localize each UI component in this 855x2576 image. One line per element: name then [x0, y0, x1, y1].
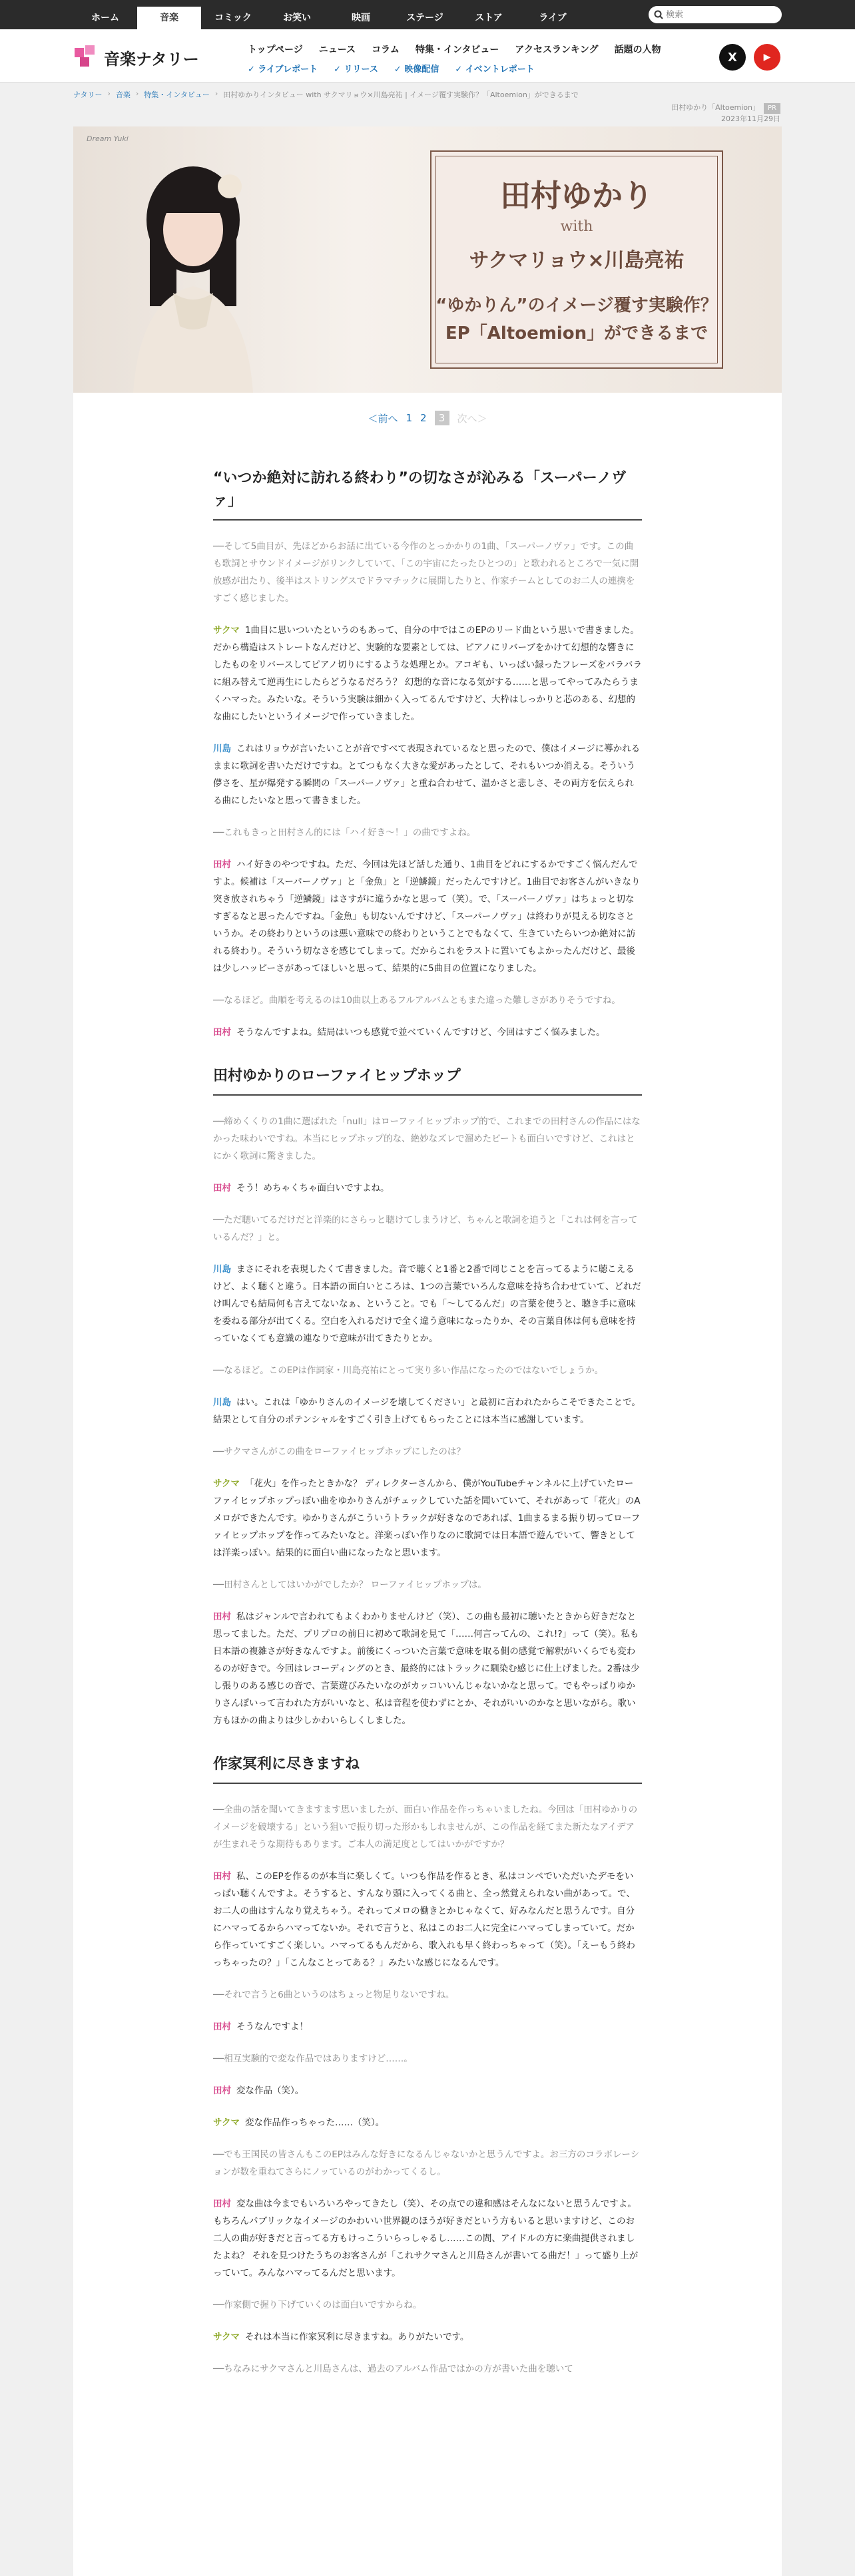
- speaker-name: 川島: [213, 1264, 231, 1275]
- paragraph-text: 1曲目に思いついたというのもあって、自分の中ではこのEPのリード曲という思いで書きました。だから構造はストレートなんだけど、実験的な要素としては、ピアノにリバーブをかけて幻想的な響きにしたものをリバースしてピアノ切りにするような処理とか。アコギも、いっぱい録ったフレーズをバラバラに組み替えて逆再生にしたらどうなるだろう？ 幻想的な音になる気がする……と思ってやってみたらうまくハマった。みたいな。そういう実験は細かく入ってるんですけど、大枠はしっかりと芯のある、幻想的な曲にしたいというイメージで作っていきました。: [213, 625, 642, 722]
- nav-release[interactable]: ✓ リリース: [334, 62, 378, 75]
- interviewee-answer: [213, 2114, 642, 2131]
- paragraph-text: ハイ好きのやつですね。ただ、今回は先ほど話した通り、1曲目をどれにするかですごく悩んだんですよ。候補は「スーパーノヴァ」と「金魚」と「逆鱗鏡」だったんですけど。1曲目でお客さんがいきなり突き放されちゃう「逆鱗鏡」はさすがに違うかなと思って（笑）。で、「スーパーノヴァ」はちょっと切なすぎるなと思ったんですね。「金魚」も切ないんですけど、「スーパーノヴァ」は終わりが見える切なさというか。その終わりというのは悪い意味での終わりということでもなくて、生きていたらいつか絶対に訪れる終わり。そういう切なさを感じてしまって。だからこれをラストに置いてもよかったんだけど、最後は少しハッピーさがあってほしいと思って、結果的に5曲目の位置になりました。: [213, 859, 641, 974]
- paragraph-text: そうなんですよ！: [236, 2022, 308, 2032]
- pager-prev[interactable]: ＜前へ: [368, 412, 398, 425]
- hero-title-catch: “ゆかりん”のイメージ覆す実験作？: [435, 296, 718, 316]
- speaker-name: 田村: [213, 2022, 231, 2032]
- tab-store[interactable]: ストア: [475, 13, 503, 23]
- paragraph-text: ──田村さんとしてはいかがでしたか？ ローファイヒップホップは。: [213, 1580, 487, 1590]
- speaker-name: 川島: [213, 1397, 231, 1408]
- paragraph-text: ──これもきっと田村さん的には「ハイ好き～！」の曲ですよね。: [213, 827, 476, 838]
- paragraph-text: ──ただ聴いてるだけだと洋楽的にさらっと聴けてしまうけど、ちゃんと歌詞を追うと「これは何を言っているんだ？」と。: [213, 1215, 638, 1243]
- site-header: [0, 29, 855, 83]
- speaker-name: 田村: [213, 2199, 231, 2209]
- paragraph-text: まさにそれを表現したくて書きました。音で聴くと1番と2番で同じことを言ってるように聴こえるけど、よく聴くと違う。日本語の面白いところは、1つの言葉でいろんな意味を持ち合わせていて、どれだけ叫んでも結局何も言えてないなぁ、ということ。でも「～してるんだ」の言葉を使うと、聴き手に意味を委ねる部分が出てくる。空白を入れるだけで全く違う意味になったりか、その言葉自体は何も意味を持っていなくても意識の連なりで意味が出てきたりとか。: [213, 1264, 641, 1344]
- paragraph-text: ──締めくくりの1曲に選ばれた「null」はローファイヒップホップ的で、これまでの田村さんの作品にはなかった味わいですね。本当にヒップホップ的な、絶妙なズレで溜めたビートも面白いですけど、これはとにかく歌詞に驚きました。: [213, 1116, 641, 1162]
- breadcrumb-sep: ›: [214, 89, 218, 98]
- pager-next: 次へ＞: [457, 412, 487, 425]
- hero-title-guests: サクマリョウ×川島亮祐: [469, 249, 685, 272]
- interviewee-answer: [213, 622, 642, 726]
- pager-page-2[interactable]: 2: [420, 412, 427, 424]
- interviewee-answer: [213, 1394, 642, 1428]
- top-nav: [0, 0, 855, 29]
- article: [73, 126, 782, 2576]
- sns-links: [719, 44, 780, 71]
- interviewee-answer: [213, 1024, 642, 1041]
- pager-page-3: 3: [435, 411, 449, 425]
- section-heading: 田村ゆかりのローファイヒップホップ: [213, 1065, 642, 1096]
- interviewer-question: [213, 1443, 642, 1460]
- nav-news[interactable]: ニュース: [318, 45, 356, 55]
- paragraph-text: 私、このEPを作るのが本当に楽しくて。いつも作品を作るとき、私はコンペでいただいたデモをいっぱい聴くんですよ。そうすると、すんなり頭に入ってくる曲と、全っ然覚えられない曲があって。で、お二人の曲はすんなり覚えちゃう。それってメロの働きとかじゃなくて、好みなんだと思うんです。自分にハマってるからハマってないか。それで言うと、私はこのお二人に完全にハマってしまっていて。だから作っていてすごく楽しい。ハマってるもんだから、歌入れも早く終わっちゃって（笑）。「えーもう終わっちゃったの？」「こんなことってある？」みたいな感じになるんです。: [213, 1871, 635, 1968]
- logo-text: 音楽ナタリー: [104, 49, 199, 69]
- breadcrumb: [73, 89, 579, 100]
- interviewer-question: [213, 2050, 642, 2067]
- section-heading: “いつか絶対に訪れる終わり”の切なさが沁みる「スーパーノヴァ」: [213, 467, 642, 521]
- paragraph-text: 変な曲は今までもいろいろやってきたし（笑）、その点での違和感はそんなにないと思うんですよ。もちろんパブリックなイメージのかわいい世界観のほうが好きだという方もいると思いますけど、このお二人の曲が好きだと言ってる方もけっこういらっしゃるし……この間、アイドルの方に楽曲提供されましたよね？ それを見つけたうちのお客さんが「これサクマさんと川島さんが書いてる曲だ！」って盛り上がっていて。みんなハマってるんだと思います。: [213, 2199, 639, 2278]
- speaker-name: 田村: [213, 2085, 231, 2096]
- site-logo[interactable]: [73, 44, 199, 71]
- nav-video[interactable]: ✓ 映像配信: [394, 62, 439, 75]
- interviewer-question: [213, 1986, 642, 2004]
- interviewer-question: [213, 824, 642, 841]
- paragraph-text: 変な作品（笑）。: [236, 2085, 304, 2096]
- hero-title-with: with: [560, 218, 593, 235]
- nav-column[interactable]: コラム: [372, 45, 400, 55]
- paragraph-text: 変な作品作っちゃった……（笑）。: [244, 2117, 385, 2128]
- pagination: [73, 393, 782, 443]
- breadcrumb-current: 田村ゆかりインタビュー with サクマリョウ×川島亮祐 | イメージ覆す実験作？「Altoemion」ができるまで: [223, 91, 579, 99]
- pr-badge: PR: [764, 103, 780, 114]
- article-body: [73, 467, 782, 2378]
- x-icon[interactable]: X: [719, 44, 746, 71]
- nav-top[interactable]: トップページ: [248, 45, 303, 55]
- paragraph-text: ──でも王国民の皆さんもこのEPはみんな好きになるんじゃないかと思うんですよ。お三方のコラボレーションが数を重ねてさらにノッているのがわかってくるし。: [213, 2149, 640, 2177]
- meta-artist: 田村ゆかり「Altoemion」: [671, 103, 760, 112]
- interviewer-question: [213, 2146, 642, 2181]
- article-meta: [671, 103, 780, 124]
- tab-stage[interactable]: ステージ: [406, 13, 443, 23]
- nav-ranking[interactable]: アクセスランキング: [515, 45, 599, 55]
- interviewee-answer: [213, 1475, 642, 1562]
- speaker-name: サクマ: [213, 1478, 240, 1489]
- interviewer-question: [213, 538, 642, 607]
- interviewee-answer: [213, 856, 642, 977]
- nav-people[interactable]: 話題の人物: [614, 45, 661, 55]
- paragraph-text: ──サクマさんがこの曲をローファイヒップホップにしたのは？: [213, 1446, 465, 1457]
- tab-comic[interactable]: コミック: [214, 13, 252, 23]
- speaker-name: 川島: [213, 744, 231, 754]
- paragraph-text: それは本当に作家冥利に尽きますね。ありがたいです。: [244, 2332, 469, 2342]
- paragraph-text: ──相互実験的で変な作品ではありますけど……。: [213, 2053, 413, 2064]
- nav-live-report[interactable]: ✓ ライブレポート: [248, 62, 318, 75]
- interviewer-question: [213, 1576, 642, 1594]
- interviewer-question: [213, 1362, 642, 1379]
- nav-event-report[interactable]: ✓ イベントレポート: [455, 62, 534, 75]
- artist-photo: [93, 140, 293, 393]
- tab-home[interactable]: ホーム: [91, 13, 119, 23]
- interviewer-question: [213, 992, 642, 1009]
- paragraph-text: ──なるほど。曲順を考えるのは10曲以上あるフルアルバムともまた違った難しさがありそうですね。: [213, 995, 621, 1006]
- interviewee-answer: [213, 740, 642, 809]
- speaker-name: 田村: [213, 1183, 231, 1193]
- tab-owarai[interactable]: お笑い: [283, 13, 311, 23]
- paragraph-text: 私はジャンルで言われてもよくわかりませんけど（笑）、この曲も最初に聴いたときから好きだなと思ってました。ただ、プリプロの前日に初めて歌詞を見て「……何言ってんの、これ!?」って（笑）。私も日本語の複雑さが好きなんですよ。前後にくっついた言葉で意味を取る側の感覚で解釈がいくらでも変わるのが好きで。今回はレコーディングのとき、最終的にはトラックに馴染む感じに仕上げました。2番は少し張りのある感じの音で、言葉遊びみたいなのがカッコいいんじゃないかなと思って。でもやっぱりゆかりさんぽいって言われた方がいいなと、私は音程を使わずにとか、それがいいのかなと思いながら。歌い方もほかの曲よりは少しかわいらしくしました。: [213, 1611, 640, 1726]
- interviewee-answer: [213, 2082, 642, 2099]
- paragraph-text: そう！めちゃくちゃ面白いですよね。: [236, 1183, 390, 1193]
- speaker-name: 田村: [213, 1871, 231, 1882]
- youtube-icon[interactable]: ▶: [754, 44, 780, 71]
- interviewee-answer: [213, 1180, 642, 1197]
- interviewee-answer: [213, 2328, 642, 2346]
- pager-page-1[interactable]: 1: [406, 412, 412, 424]
- paragraph-text: これはリョウが言いたいことが音ですべて表現されているなと思ったので、僕はイメージに導かれるままに歌詞を書いただけですね。とてつもなく大きな愛があったとして、それもいつか消える。そういう儚さを、星が爆発する瞬間の「スーパーノヴァ」と重ね合わせて、温かさと悲しさ、その両方を伝えられる曲にしたいなと思って書きました。: [213, 744, 641, 806]
- speaker-name: 田村: [213, 1027, 231, 1038]
- natalie-logo-icon: [73, 44, 97, 71]
- interviewer-question: [213, 1801, 642, 1853]
- breadcrumb-natalie[interactable]: ナタリー: [73, 91, 103, 99]
- interviewee-answer: [213, 2018, 642, 2036]
- hero-brand: Dream Yuki: [87, 134, 129, 143]
- hero-banner: [73, 126, 782, 393]
- speaker-name: サクマ: [213, 2332, 240, 2342]
- interviewer-question: [213, 1113, 642, 1165]
- interviewer-question: [213, 2360, 642, 2378]
- breadcrumb-sep: ›: [135, 89, 139, 98]
- hero-title-ep: EP「Altoemion」ができるまで: [445, 323, 709, 343]
- paragraph-text: ──全曲の話を聞いてきますます思いましたが、面白い作品を作っちゃいましたね。今回は「田村ゆかりのイメージを破壊する」という狙いで振り切った形かもしれませんが、この作品を経てまた新たなアイデアが生まれそうな期待もあります。ご本人の満足度としてはいかがですか？: [213, 1805, 638, 1850]
- meta-date: 2023年11月29日: [721, 114, 780, 123]
- search-input[interactable]: [666, 10, 772, 20]
- paragraph-text: はい。これは「ゆかりさんのイメージを壊してください」と最初に言われたからこそできたことで。結果として自分のポテンシャルをすごく引き上げてもらったことには本当に感謝しています。: [213, 1397, 641, 1425]
- paragraph-text: ──作家側で握り下げていくのは面白いですからね。: [213, 2300, 422, 2310]
- paragraph-text: ──それで言うと6曲というのはちょっと物足りないですね。: [213, 1990, 455, 2000]
- main-nav: [248, 40, 661, 77]
- breadcrumb-sep: ›: [107, 89, 111, 98]
- tab-eiga[interactable]: 映画: [352, 13, 370, 23]
- breadcrumb-music[interactable]: 音楽: [115, 91, 131, 99]
- speaker-name: サクマ: [213, 625, 240, 636]
- speaker-name: サクマ: [213, 2117, 240, 2128]
- tab-live[interactable]: ライブ: [539, 13, 567, 23]
- paragraph-text: そうなんですよね。結局はいつも感覚で並べていくんですけど、今回はすごく悩みました。: [236, 1027, 605, 1038]
- tab-music[interactable]: 音楽: [137, 7, 201, 29]
- hero-title-artist: 田村ゆかり: [500, 178, 653, 214]
- paragraph-text: 「花火」を作ったときかな？ ディレクターさんから、僕がYouTubeチャンネルに上げていたローファイヒップホップっぽい曲をゆかりさんがチェックしていた話を聞いていて、それがあって「花火」のAメロができたんです。ゆかりさんがこういうトラックが好きなのであれば、1曲まるまる振り切ってローファイヒップホップを作ってみたいなと。洋楽っぽい作りなのに歌詞では日本語で遊んでいて、響きとしては洋楽っぽい。結果的に面白い曲になったなと思います。: [213, 1478, 641, 1558]
- hero-title-frame: [430, 150, 723, 369]
- nav-interview[interactable]: 特集・インタビュー: [415, 45, 499, 55]
- interviewee-answer: [213, 1608, 642, 1729]
- interviewee-answer: [213, 2195, 642, 2282]
- speaker-name: 田村: [213, 1611, 231, 1622]
- interviewer-question: [213, 1211, 642, 1246]
- speaker-name: 田村: [213, 859, 231, 870]
- paragraph-text: ──なるほど。このEPは作詞家・川島亮祐にとって実り多い作品になったのではないでしょうか。: [213, 1365, 604, 1376]
- interviewee-answer: [213, 1261, 642, 1347]
- search-icon: [654, 10, 663, 19]
- interviewer-question: [213, 2296, 642, 2314]
- section-heading: 作家冥利に尽きますね: [213, 1753, 642, 1784]
- breadcrumb-interview[interactable]: 特集・インタビュー: [144, 91, 210, 99]
- paragraph-text: ──そして5曲目が、先ほどからお話に出ている今作のとっかかりの1曲、「スーパーノヴァ」です。この曲も歌詞とサウンドイメージがリンクしていて、「この宇宙にたったひとつの」と歌われるところで一気に開放感が出たり、後半はストリングスでドラマチックに展開したりと、作家チームとしてのお二人の連携をすごく感じました。: [213, 541, 639, 604]
- paragraph-text: ──ちなみにサクマさんと川島さんは、過去のアルバム作品ではかの方が書いた曲を聴いて: [213, 2364, 573, 2374]
- interviewee-answer: [213, 1868, 642, 1972]
- search-box[interactable]: [649, 6, 782, 23]
